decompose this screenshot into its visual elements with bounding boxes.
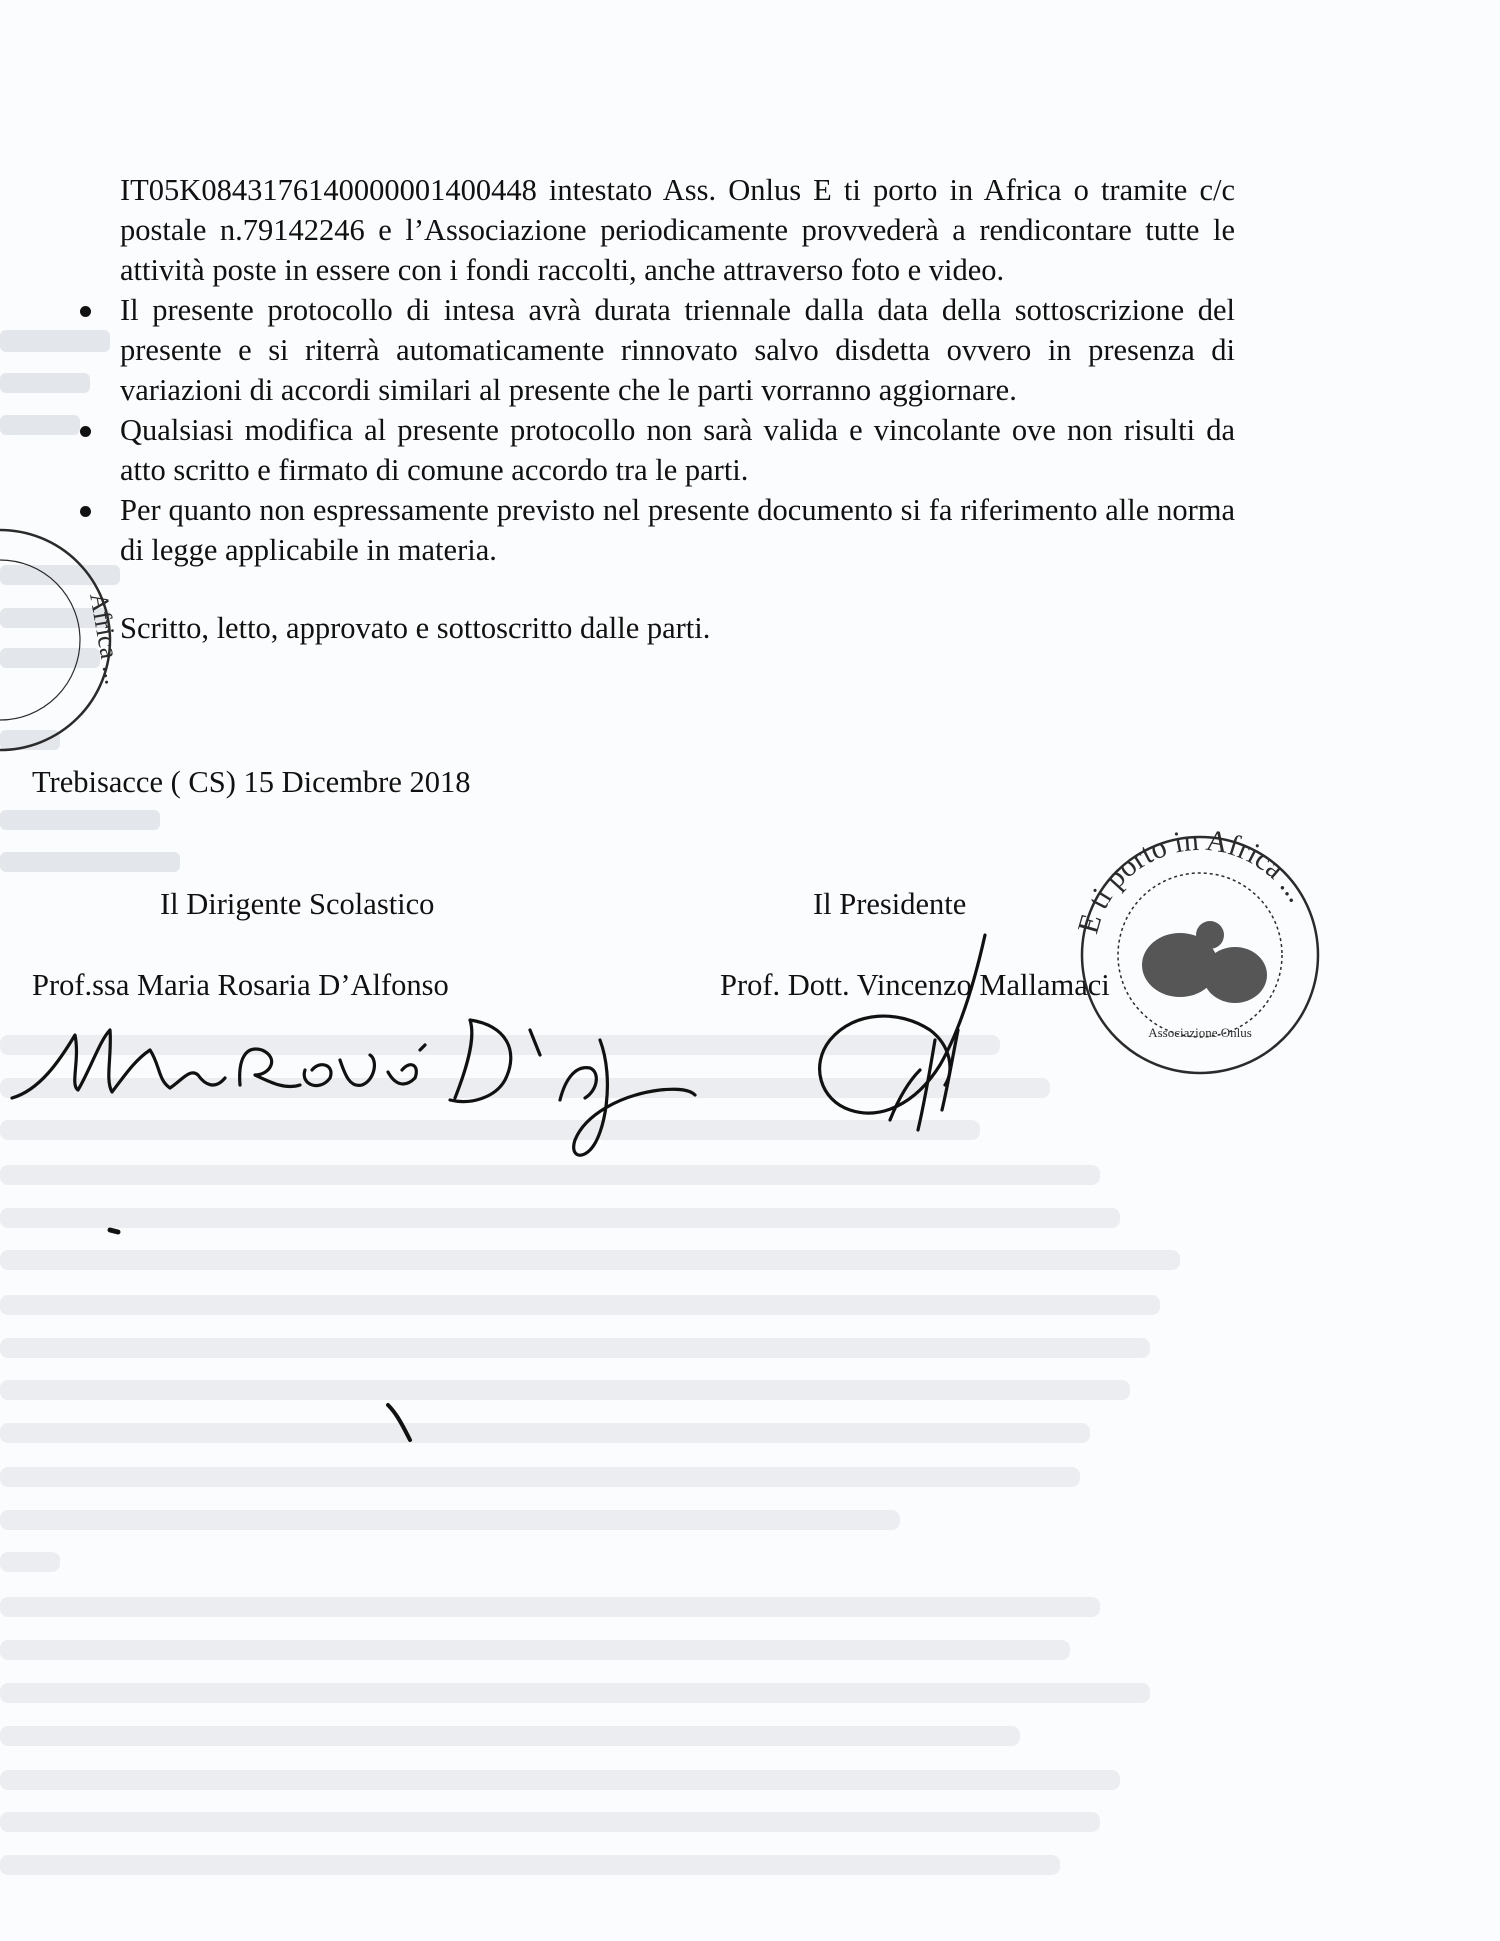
right-signatory-name: Prof. Dott. Vincenzo Mallamaci — [720, 968, 1110, 1002]
term-legal-reference: Per quanto non espressamente previsto nel presente documento si fa riferimento alle norma di legge applicabile in materia. — [120, 493, 1235, 567]
term-modifications: Qualsiasi modifica al presente protocollo non sarà valida e vincolante ove non risulti da atto scritto e firmato di comune accordo tra le parti. — [120, 413, 1235, 487]
stamp-fragment-icon — [0, 520, 129, 760]
document-body — [120, 170, 1235, 648]
right-signatory-title: Il Presidente — [813, 887, 967, 921]
stamp-subtext: Associazione Onlus — [1148, 1025, 1252, 1040]
term-duration: Il presente protocollo di intesa avrà durata triennale dalla data della sottoscrizione del presente e si riterrà automaticamente rinnovato salvo disdetta ovvero in presenza di variazioni di accordi similari al presente che le parti vorranno aggiornare. — [120, 293, 1235, 407]
bullet-icon — [80, 506, 91, 517]
left-signatory-name: Prof.ssa Maria Rosaria D’Alfonso — [32, 968, 449, 1002]
stamp-text: E ti porto in Africa ... — [1071, 823, 1315, 938]
bullet-icon — [80, 306, 91, 317]
iban-paragraph: IT05K0843176140000001400448 intestato Ass. Onlus E ti porto in Africa o tramite c/c postale n.79142246 e l’Associazione periodicamente provvederà a rendicontare tutte le attività poste in essere con i fondi raccolti, anche attraverso foto e video. — [120, 173, 1235, 287]
association-stamp — [1035, 815, 1365, 1075]
terms-list — [120, 290, 1235, 570]
bullet-icon — [80, 426, 91, 437]
list-item — [120, 290, 1235, 410]
closing-statement: Scritto, letto, approvato e sottoscritto dalle parti. — [120, 611, 711, 645]
left-signatory-title: Il Dirigente Scolastico — [160, 887, 435, 921]
stamp-fragment-text: Africa ... — [84, 590, 129, 687]
left-stamp-fragment — [0, 520, 129, 760]
list-item — [120, 490, 1235, 570]
place-and-date: Trebisacce ( CS) 15 Dicembre 2018 — [32, 765, 471, 799]
stamp-icon — [1035, 815, 1365, 1075]
list-item — [120, 410, 1235, 490]
